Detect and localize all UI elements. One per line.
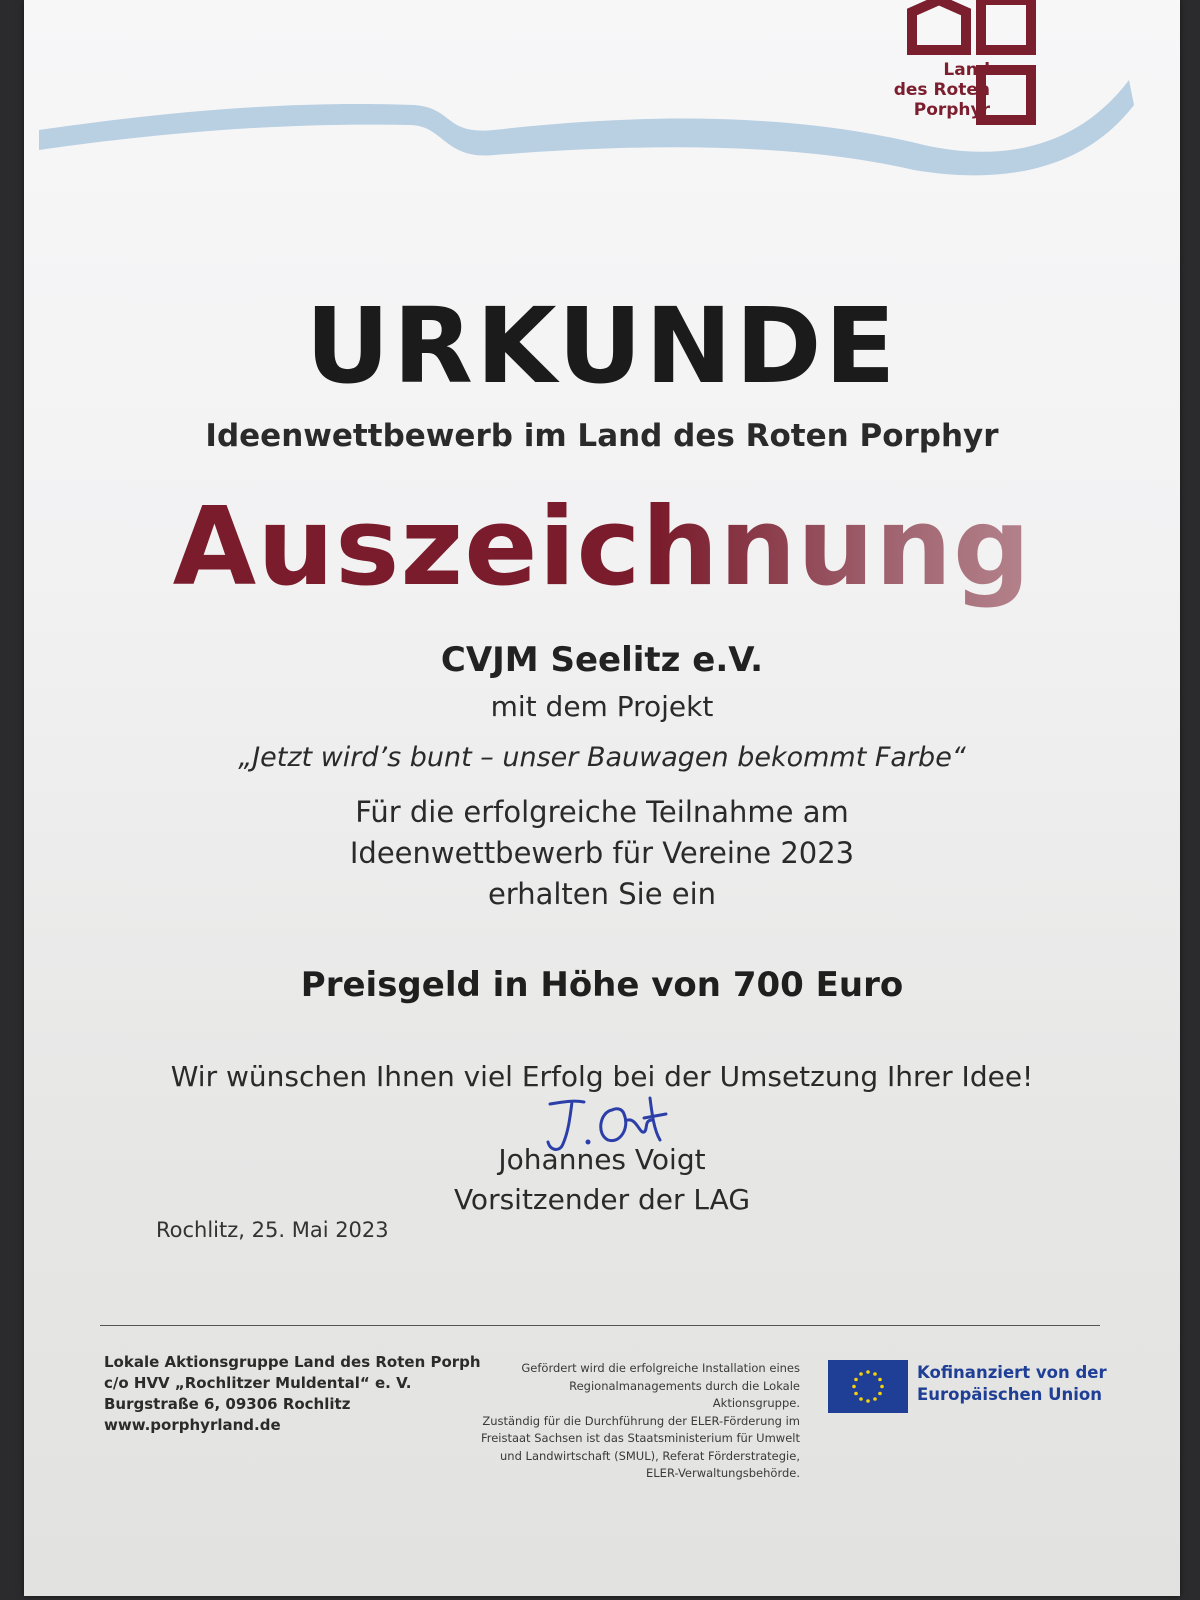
address-line2: c/o HVV „Rochlitzer Muldental“ e. V. bbox=[104, 1374, 412, 1392]
recipient-name: CVJM Seelitz e.V. bbox=[440, 640, 764, 680]
funding-line7: ELER-Verwaltungsbehörde. bbox=[646, 1466, 800, 1480]
place-date: Rochlitz, 25. Mai 2023 bbox=[156, 1218, 389, 1242]
funding-line2: Regionalmanagements durch die Lokale bbox=[569, 1378, 800, 1393]
logo-text-line2: des Roten bbox=[893, 80, 990, 100]
funding-line1: Gefördert wird die erfolgreiche Installation eines bbox=[521, 1361, 800, 1375]
certificate-subtitle: Ideenwettbewerb im Land des Roten Porphyr bbox=[205, 418, 999, 454]
body-text-line1: Für die erfolgreiche Teilnahme am bbox=[355, 795, 849, 829]
funding-line3: Aktionsgruppe. bbox=[712, 1396, 800, 1410]
eu-text-line2: Europäischen Union bbox=[917, 1385, 1103, 1404]
footer-divider bbox=[100, 1325, 1100, 1326]
with-project-text: mit dem Projekt bbox=[490, 690, 714, 723]
signer-name: Johannes Voigt bbox=[498, 1143, 706, 1176]
address-line3: Burgstraße 6, 09306 Rochlitz bbox=[104, 1395, 351, 1413]
logo-text-line3: Porphyr bbox=[913, 100, 990, 120]
body-text-line2: Ideenwettbewerb für Vereine 2023 bbox=[349, 836, 855, 870]
prize-amount: Preisgeld in Höhe von 700 Euro bbox=[300, 965, 904, 1005]
eu-flag-icon bbox=[828, 1360, 908, 1413]
logo-text-line1: Land bbox=[943, 60, 990, 80]
eu-cofinancing-label bbox=[917, 1362, 1107, 1406]
logo-wordmark bbox=[894, 60, 990, 120]
funding-line5: Freistaat Sachsen ist das Staatsministerium für Umwelt bbox=[480, 1431, 800, 1445]
signer-role: Vorsitzender der LAG bbox=[453, 1183, 751, 1216]
eu-text-line1: Kofinanziert von der bbox=[917, 1363, 1107, 1382]
footer-address bbox=[104, 1352, 481, 1436]
body-text-line3: erhalten Sie ein bbox=[487, 877, 717, 911]
wish-text: Wir wünschen Ihnen viel Erfolg bei der Umsetzung Ihrer Idee! bbox=[170, 1060, 1034, 1093]
address-line1: Lokale Aktionsgruppe Land des Roten Porph bbox=[104, 1353, 481, 1371]
funding-line6: und Landwirtschaft (SMUL), Referat Förderstrategie, bbox=[500, 1448, 800, 1463]
address-line4: www.porphyrland.de bbox=[104, 1416, 281, 1434]
funding-line4: Zuständig für die Durchführung der ELER-Förderung im bbox=[482, 1413, 800, 1428]
project-name: „Jetzt wird’s bunt – unser Bauwagen bekommt Farbe“ bbox=[238, 742, 966, 773]
funding-notice bbox=[454, 1360, 800, 1483]
certificate-sheet bbox=[24, 0, 1180, 1596]
certificate-title: URKUNDE bbox=[305, 285, 899, 407]
award-heading: Auszeichnung bbox=[24, 485, 1180, 610]
